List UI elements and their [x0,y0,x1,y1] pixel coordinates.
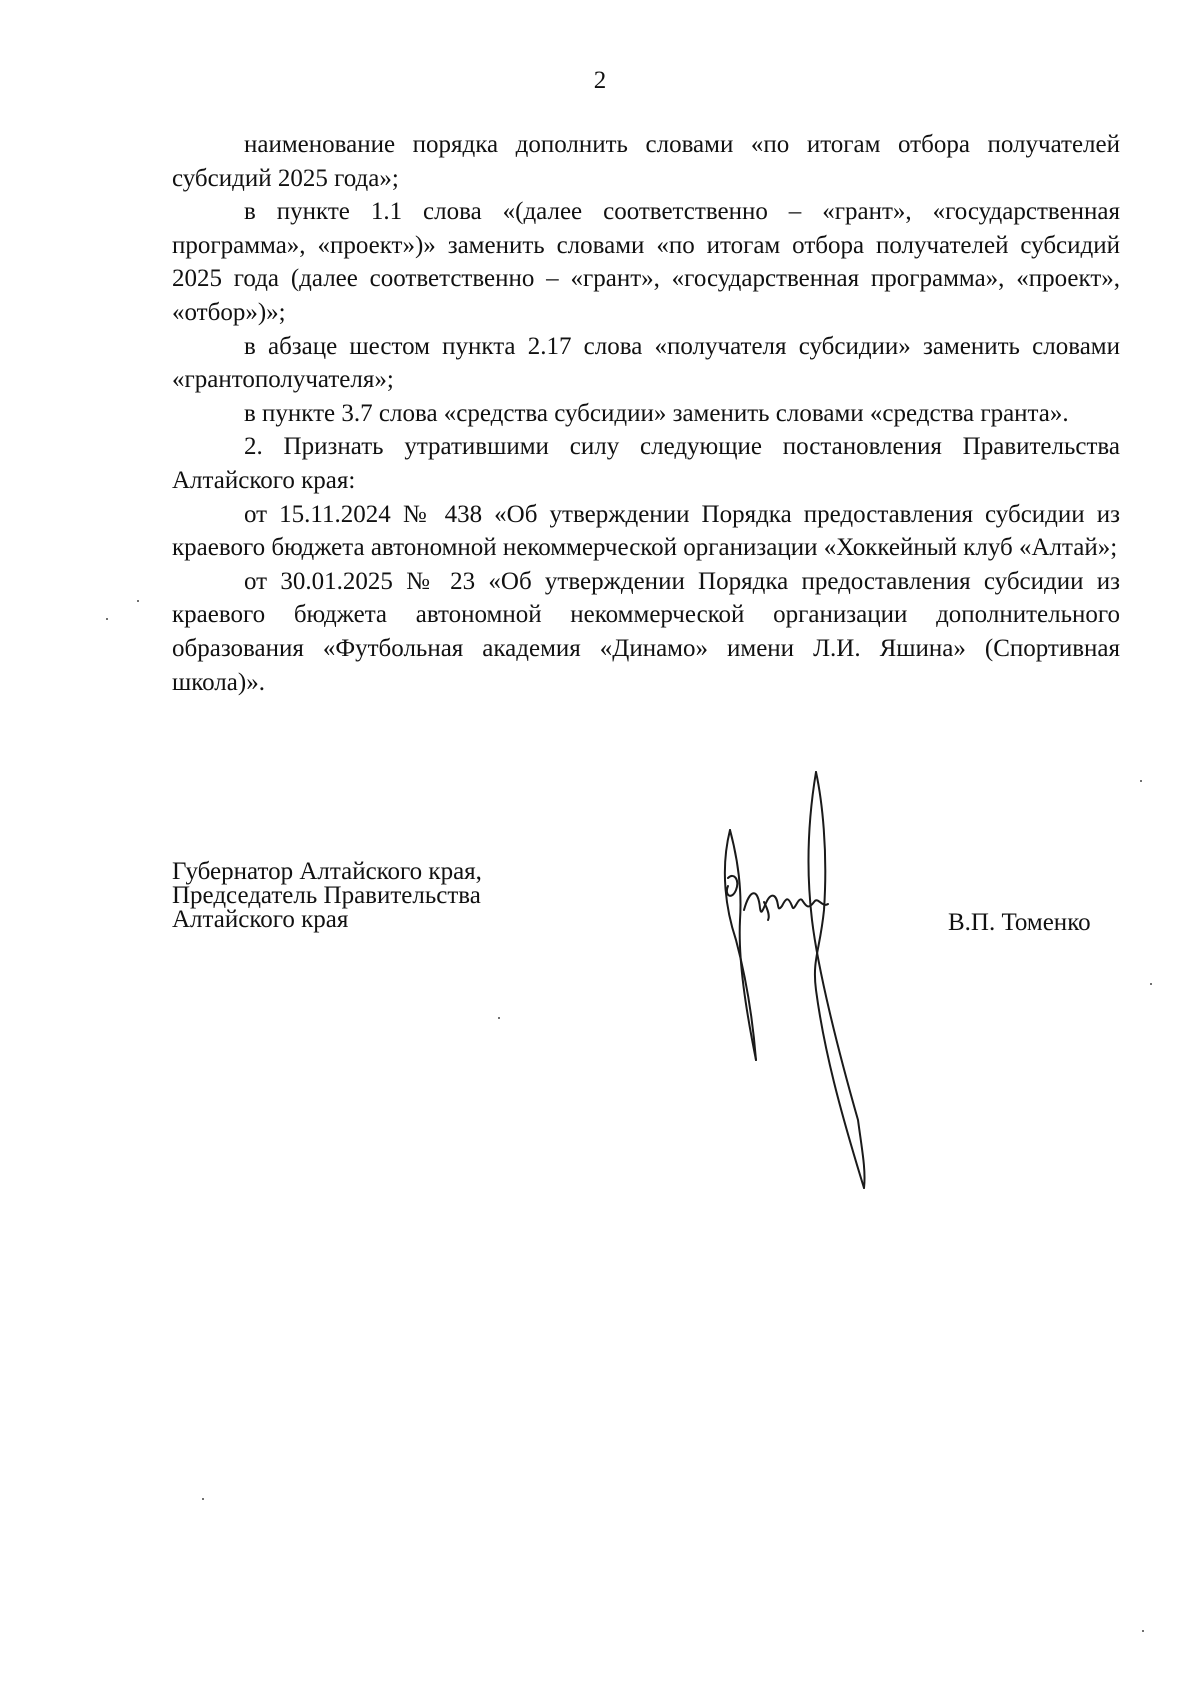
signer-name: В.П. Томенко [948,909,1091,936]
signatory-position-line: Председатель Правительства [172,882,481,909]
document-body [172,128,1120,699]
paragraph-item-2-17: в абзаце шестом пункта 2.17 слова «получателя субсидии» заменить словами «грантополучателя»; [172,332,1120,394]
paragraph-item-3-7: в пункте 3.7 слова «средства субсидии» заменить словами «средства гранта». [244,399,1069,427]
paragraph-title-amendment: наименование порядка дополнить словами «по итогам отбора получателей субсидий 2025 года»; [172,131,1120,192]
paragraph-repeal-438: от 15.11.2024 № 438 «Об утверждении Порядка предоставления субсидии из краевого бюджета автономной некоммерческой организации «Хоккейный клуб «Алтай»; [172,500,1120,562]
signatory-position-line: Губернатор Алтайского края, [172,858,482,885]
scan-speck [1140,780,1142,782]
scan-speck [106,618,108,620]
paragraph-repeal: 2. Признать утратившими силу следующие постановления Правительства Алтайского края: [172,433,1120,494]
paragraph-item-1-1: в пункте 1.1 слова «(далее соответственно – «грант», «государственная программа», «проект»)» заменить словами «по итогам отбора получателей субсидий 2025 года (далее соответственно – «грант», «государственная программа», «проект», «отбор»)»; [172,198,1120,326]
page-number: 2 [593,67,607,94]
signatory-position-line: Алтайского края [172,906,349,933]
scan-speck [1150,983,1152,985]
handwritten-signature [720,760,940,1200]
paragraph-repeal-23: от 30.01.2025 № 23 «Об утверждении Порядка предоставления субсидии из краевого бюджета автономной некоммерческой организации дополнительного образования «Футбольная академия «Динамо» имени Л.И. Яшина» (Спортивная школа)». [172,567,1120,696]
signatory-position [172,860,482,932]
scan-speck [1142,1630,1144,1632]
scan-speck [202,1498,204,1500]
scan-speck [498,1017,500,1019]
scan-speck [137,600,139,602]
